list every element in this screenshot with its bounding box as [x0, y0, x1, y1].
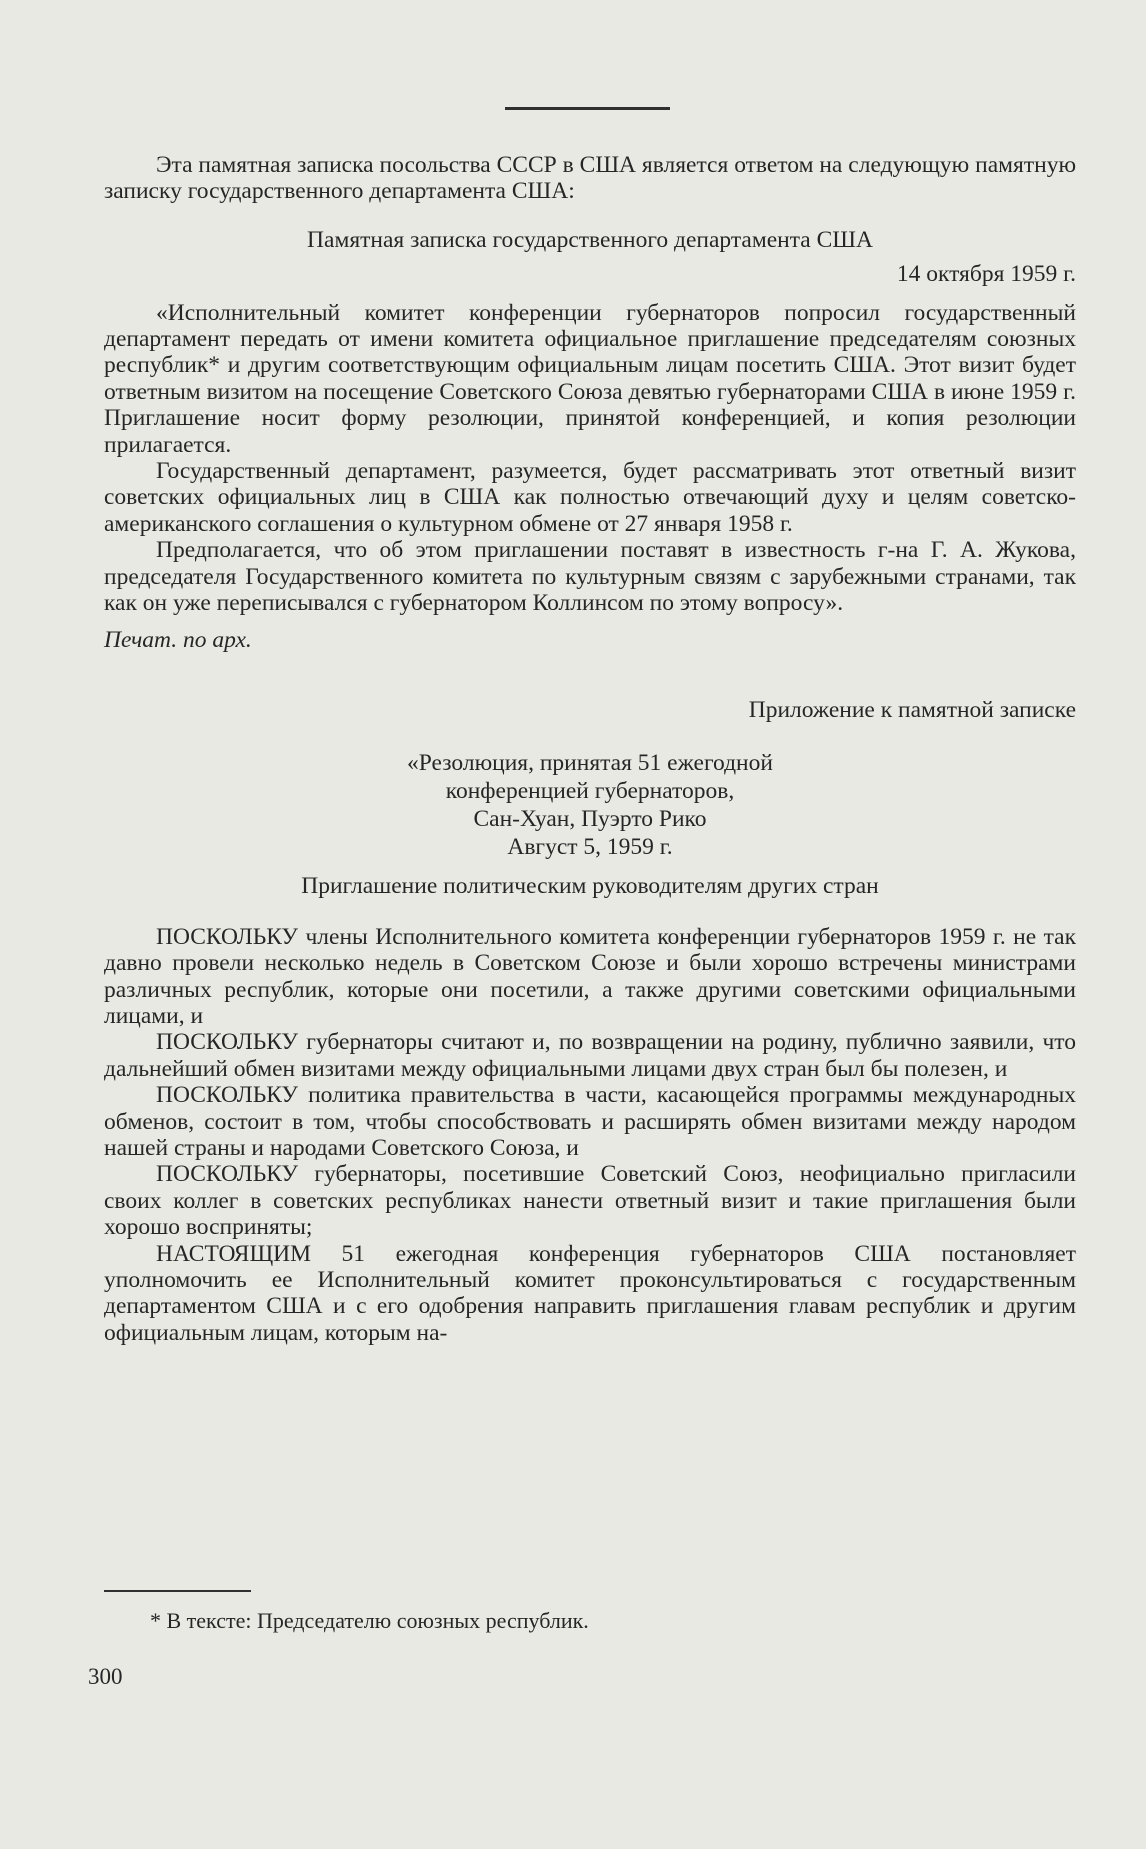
resolution-header — [104, 749, 1076, 861]
resolution-header-line: «Резолюция, принятая 51 ежегодной — [407, 750, 773, 777]
resolution-paragraph: ПОСКОЛЬКУ члены Исполнительного комитета конференции губернаторов 1959 г. не так давно провели несколько недель в Советском Союзе и были хорошо встречены министрами различных республик, которые они посетили, а также другими советскими официальными лицами, и — [104, 923, 1076, 1029]
memo-paragraph: Государственный департамент, разумеется, будет рассматривать этот ответный визит советских официальных лиц в США как полностью отвечающий духу и целям советско-американского соглашения о культурном обмене от 27 января 1958 г. — [104, 458, 1076, 537]
footnote: * В тексте: Председателю союзных республик. — [150, 1608, 589, 1633]
resolution-paragraph: ПОСКОЛЬКУ губернаторы, посетившие Советский Союз, неофициально пригласили своих коллег в советских республиках нанести ответный визит и такие приглашения были хорошо восприняты; — [104, 1161, 1076, 1241]
memo-paragraph: «Исполнительный комитет конференции губернаторов попросил государственный департамент передать от имени комитета официальное приглашение председателям союзных республик* и другим соответствующим официальным лицам посетить США. Этот визит будет ответным визитом на посещение Советского Союза девятью губернаторами США в июне 1959 г. Приглашение носит форму резолюции, принятой конференцией, и копия резолюции прилагается. — [104, 299, 1076, 458]
resolution-header-line: Сан-Хуан, Пуэрто Рико — [473, 806, 707, 833]
resolution-paragraph: НАСТОЯЩИМ 51 ежегодная конференция губернаторов США постановляет уполномочить ее Исполнительный комитет проконсультироваться с государственным департаментом США и с его одобрения направить приглашения главам республик и другим официальным лицам, которым на- — [104, 1240, 1076, 1346]
top-rule — [505, 107, 670, 110]
source-note: Печат. по арх. — [104, 626, 252, 653]
memo-heading: Памятная записка государственного департамента США — [307, 226, 873, 253]
resolution-header-line: Август 5, 1959 г. — [507, 834, 673, 861]
resolution-paragraph: ПОСКОЛЬКУ политика правительства в части, касающейся программы международных обменов, состоит в том, чтобы способствовать и расширять обмен визитами между народом нашей страны и народами Советского Союза, и — [104, 1082, 1076, 1161]
page-number: 300 — [88, 1664, 123, 1689]
resolution-header-line: конференцией губернаторов, — [445, 778, 735, 805]
invitation-title: Приглашение политическим руководителям других стран — [301, 873, 879, 900]
memo-date: 14 октября 1959 г. — [896, 261, 1076, 288]
main-text — [104, 152, 1076, 1346]
intro-paragraph: Эта памятная записка посольства СССР в США является ответом на следующую памятную записку государственного департамента США: — [104, 152, 1076, 205]
footnote-rule — [104, 1590, 251, 1592]
appendix-heading: Приложение к памятной записке — [748, 696, 1076, 723]
memo-paragraph: Предполагается, что об этом приглашении поставят в известность г-на Г. А. Жукова, председателя Государственного комитета по культурным связям с зарубежными странами, так как он уже переписывался с губернатором Коллинсом по этому вопросу». — [104, 537, 1076, 617]
resolution-paragraph: ПОСКОЛЬКУ губернаторы считают и, по возвращении на родину, публично заявили, что дальнейший обмен визитами между официальными лицами двух стран был бы полезен, и — [104, 1029, 1076, 1082]
